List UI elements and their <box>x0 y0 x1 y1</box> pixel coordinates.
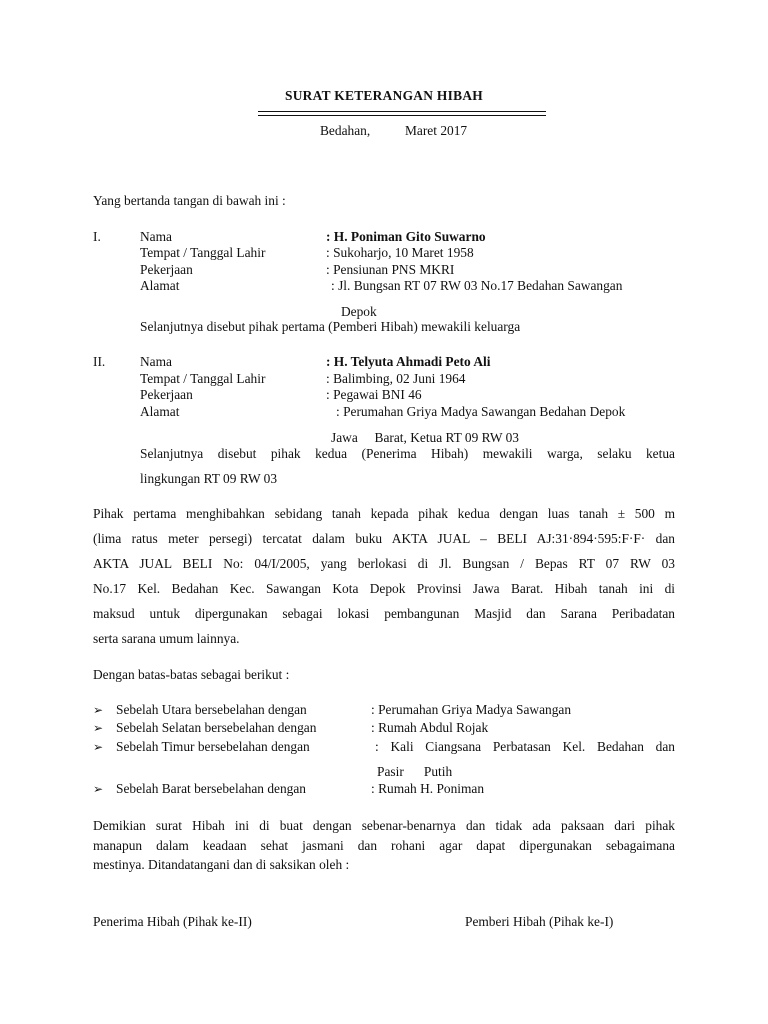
closing-line-3: mestinya. Ditandatangani dan di saksikan oleh : <box>93 857 350 872</box>
party2-birth-value: : Balimbing, 02 Juni 1964 <box>326 371 466 386</box>
title-rule-top <box>258 111 546 112</box>
body-line-2: (lima ratus meter persegi) tercatat dalam buku AKTA JUAL – BELI AJ:31·894·595:F·F· dan <box>93 531 675 546</box>
party2-address-cont: Jawa Barat, Ketua RT 09 RW 03 <box>331 430 519 445</box>
party2-address-value: : Perumahan Griya Madya Sawangan Bedahan Depok <box>336 404 626 419</box>
party2-note-line1: Selanjutnya disebut pihak kedua (Penerima Hibah) mewakili warga, selaku ketua <box>140 446 675 461</box>
party2-name-value: : H. Telyuta Ahmadi Peto Ali <box>326 354 491 369</box>
bullet-arrow-icon: ➢ <box>93 740 104 754</box>
party1-birth-label: Tempat / Tanggal Lahir <box>140 245 266 260</box>
party1-job-label: Pekerjaan <box>140 262 193 277</box>
party1-name-value: : H. Poniman Gito Suwarno <box>326 229 486 244</box>
boundary-north-value: : Perumahan Griya Madya Sawangan <box>371 702 572 717</box>
party1-address-label: Alamat <box>140 278 180 293</box>
body-line-1: Pihak pertama menghibahkan sebidang tanah kepada pihak kedua dengan luas tanah ± 500 m <box>93 506 675 521</box>
closing-line-1: Demikian surat Hibah ini di buat dengan sebenar-benarnya dan tidak ada paksaan dari pihak <box>93 818 675 833</box>
party1-note: Selanjutnya disebut pihak pertama (Pemberi Hibah) mewakili keluarga <box>140 319 521 334</box>
signature-giver-label: Pemberi Hibah (Pihak ke-I) <box>465 914 614 929</box>
boundary-west-value: : Rumah H. Poniman <box>371 781 485 796</box>
party2-note-line2: lingkungan RT 09 RW 03 <box>140 471 278 486</box>
party1-address-cont: Depok <box>341 304 377 319</box>
bullet-arrow-icon: ➢ <box>93 782 104 796</box>
closing-line-2: manapun dalam keadaan sehat jasmani dan rohani agar dapat dipergunakan sebagaimana <box>93 838 675 853</box>
party1-job-value: : Pensiunan PNS MKRI <box>326 262 455 277</box>
party1-name-label: Nama <box>140 229 172 244</box>
body-line-3: AKTA JUAL BELI No: 04/I/2005, yang berlokasi di Jl. Bungsan / Bepas RT 07 RW 03 <box>93 556 675 571</box>
intro-text: Yang bertanda tangan di bawah ini : <box>93 193 286 208</box>
body-line-5: maksud untuk dipergunakan sebagai lokasi pembangunan Masjid dan Sarana Peribadatan <box>93 606 675 621</box>
title-rule-bottom <box>258 115 546 116</box>
party2-address-label: Alamat <box>140 404 180 419</box>
document-title: SURAT KETERANGAN HIBAH <box>284 88 484 103</box>
boundary-west-label: Sebelah Barat bersebelahan dengan <box>116 781 306 796</box>
boundary-north-label: Sebelah Utara bersebelahan dengan <box>116 702 307 717</box>
boundary-east-value-cont: Pasir Putih <box>377 764 453 779</box>
boundary-south-label: Sebelah Selatan bersebelahan dengan <box>116 720 317 735</box>
party2-job-value: : Pegawai BNI 46 <box>326 387 422 402</box>
party2-number: II. <box>93 354 106 369</box>
boundaries-intro: Dengan batas-batas sebagai berikut : <box>93 667 290 682</box>
body-line-6: serta sarana umum lainnya. <box>93 631 240 646</box>
bullet-arrow-icon: ➢ <box>93 721 104 735</box>
party1-number: I. <box>93 229 101 244</box>
party1-birth-value: : Sukoharjo, 10 Maret 1958 <box>326 245 474 260</box>
party1-address-value: : Jl. Bungsan RT 07 RW 03 No.17 Bedahan Sawangan <box>331 278 623 293</box>
date-label: Maret 2017 <box>405 123 468 138</box>
bullet-arrow-icon: ➢ <box>93 703 104 717</box>
place-label: Bedahan, <box>320 123 371 138</box>
boundary-south-value: : Rumah Abdul Rojak <box>371 720 489 735</box>
boundary-east-value: : Kali Ciangsana Perbatasan Kel. Bedahan dan <box>375 739 675 754</box>
party2-job-label: Pekerjaan <box>140 387 193 402</box>
boundary-east-label: Sebelah Timur bersebelahan dengan <box>116 739 310 754</box>
party2-name-label: Nama <box>140 354 172 369</box>
body-line-4: No.17 Kel. Bedahan Kec. Sawangan Kota Depok Provinsi Jawa Barat. Hibah tanah ini di <box>93 581 675 596</box>
signature-recipient-label: Penerima Hibah (Pihak ke-II) <box>93 914 252 929</box>
party2-birth-label: Tempat / Tanggal Lahir <box>140 371 266 386</box>
